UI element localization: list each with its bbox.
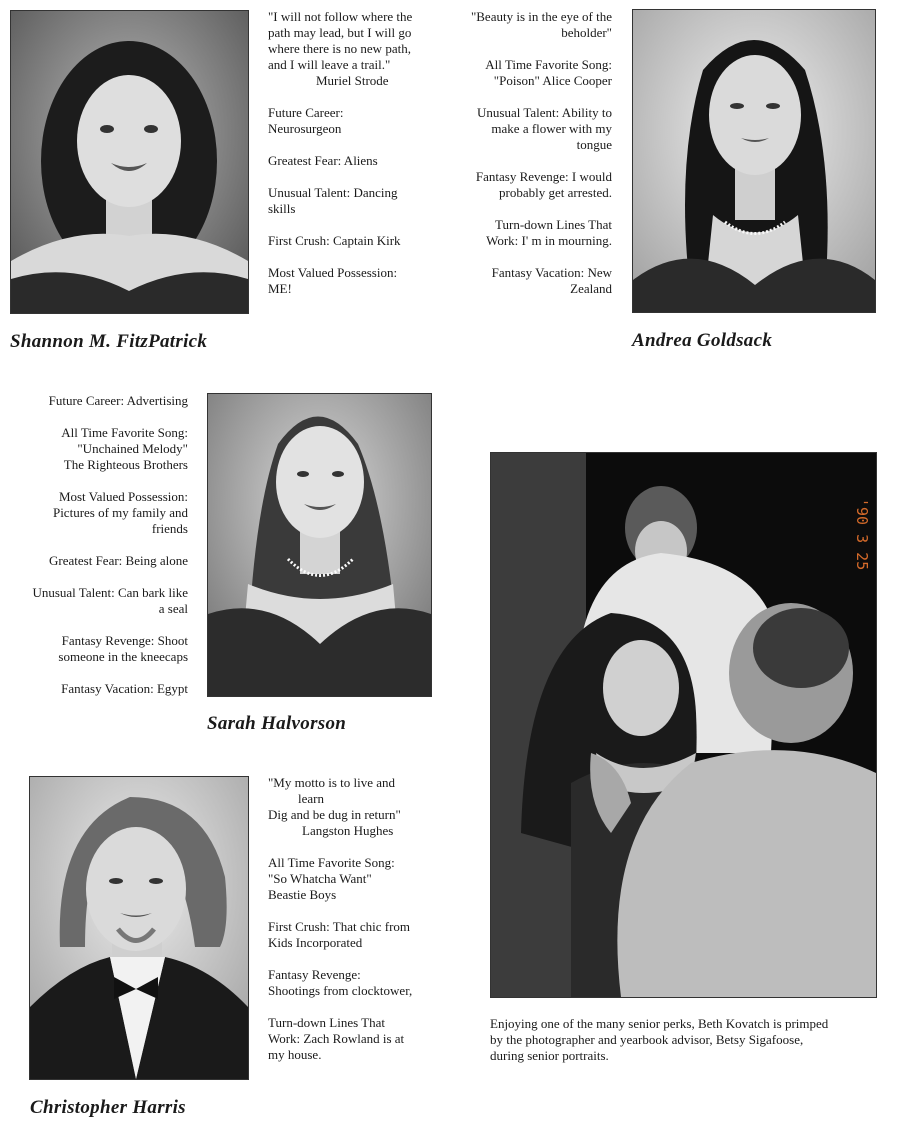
first-crush: First Crush: That chic from Kids Incorporated <box>268 919 411 950</box>
andrea-goldsack-bio <box>440 9 612 297</box>
favorite-song: All Time Favorite Song: "Poison" Alice Cooper <box>485 57 612 88</box>
portrait-andrea-goldsack <box>632 9 876 313</box>
unusual-talent: Unusual Talent: Can bark like a seal <box>32 585 188 616</box>
student-name-christopher-harris: Christopher Harris <box>30 1097 186 1118</box>
student-name-andrea-goldsack: Andrea Goldsack <box>632 330 773 351</box>
photo-date-stamp: '90 3 25 <box>853 498 871 571</box>
favorite-song: All Time Favorite Song: "So Whatcha Want" Beastie Boys <box>268 855 395 902</box>
unusual-talent: Unusual Talent: Dancing skills <box>268 185 398 216</box>
first-crush: First Crush: Captain Kirk <box>268 233 401 248</box>
portrait-sarah-halvorson <box>207 393 432 697</box>
shannon-fitzpatrick-bio <box>268 9 448 297</box>
quote-author: Muriel Strode <box>316 73 389 88</box>
sarah-halvorson-bio <box>8 393 188 697</box>
fantasy-vacation: Fantasy Vacation: New Zealand <box>491 265 612 296</box>
quote: "I will not follow where the path may lead, but I will go where there is no new path, and I will leave a trail." Muriel Strode <box>268 9 448 89</box>
greatest-fear: Greatest Fear: Aliens <box>268 153 378 168</box>
fantasy-revenge: Fantasy Revenge: I would probably get arrested. <box>475 169 612 200</box>
christopher-harris-bio <box>268 775 448 1063</box>
quote: "My motto is to live and learn Dig and be dug in return" Langston Hughes <box>268 775 448 839</box>
fantasy-revenge: Fantasy Revenge: Shootings from clocktower, <box>268 967 413 998</box>
quote-author: Langston Hughes <box>302 823 394 838</box>
future-career: Future Career: Neurosurgeon <box>268 105 344 136</box>
student-name-shannon-fitzpatrick: Shannon M. FitzPatrick <box>10 331 208 352</box>
student-name-sarah-halvorson: Sarah Halvorson <box>207 713 347 734</box>
fantasy-revenge: Fantasy Revenge: Shoot someone in the kneecaps <box>58 633 188 664</box>
most-valued-possession: Most Valued Possession: Pictures of my family and friends <box>52 489 188 536</box>
most-valued-possession: Most Valued Possession: ME! <box>268 265 398 296</box>
candid-photo-senior-portraits <box>490 452 877 998</box>
portrait-shannon-fitzpatrick <box>10 10 249 314</box>
turn-down-lines: Turn-down Lines That Work: Zach Rowland is at my house. <box>268 1015 405 1062</box>
unusual-talent: Unusual Talent: Ability to make a flower with my tongue <box>477 105 612 152</box>
quote: "Beauty is in the eye of the beholder" <box>470 9 612 40</box>
turn-down-lines: Turn-down Lines That Work: I' m in mourning. <box>486 217 612 248</box>
fantasy-vacation: Fantasy Vacation: Egypt <box>61 681 188 696</box>
greatest-fear: Greatest Fear: Being alone <box>49 553 188 568</box>
portrait-christopher-harris <box>29 776 249 1080</box>
candid-photo-caption: Enjoying one of the many senior perks, Beth Kovatch is primped by the photographer and yearbook advisor, Betsy Sigafoose, during senior portraits. <box>490 1016 829 1063</box>
favorite-song: All Time Favorite Song: "Unchained Melody" The Righteous Brothers <box>61 425 188 472</box>
future-career: Future Career: Advertising <box>48 393 188 408</box>
